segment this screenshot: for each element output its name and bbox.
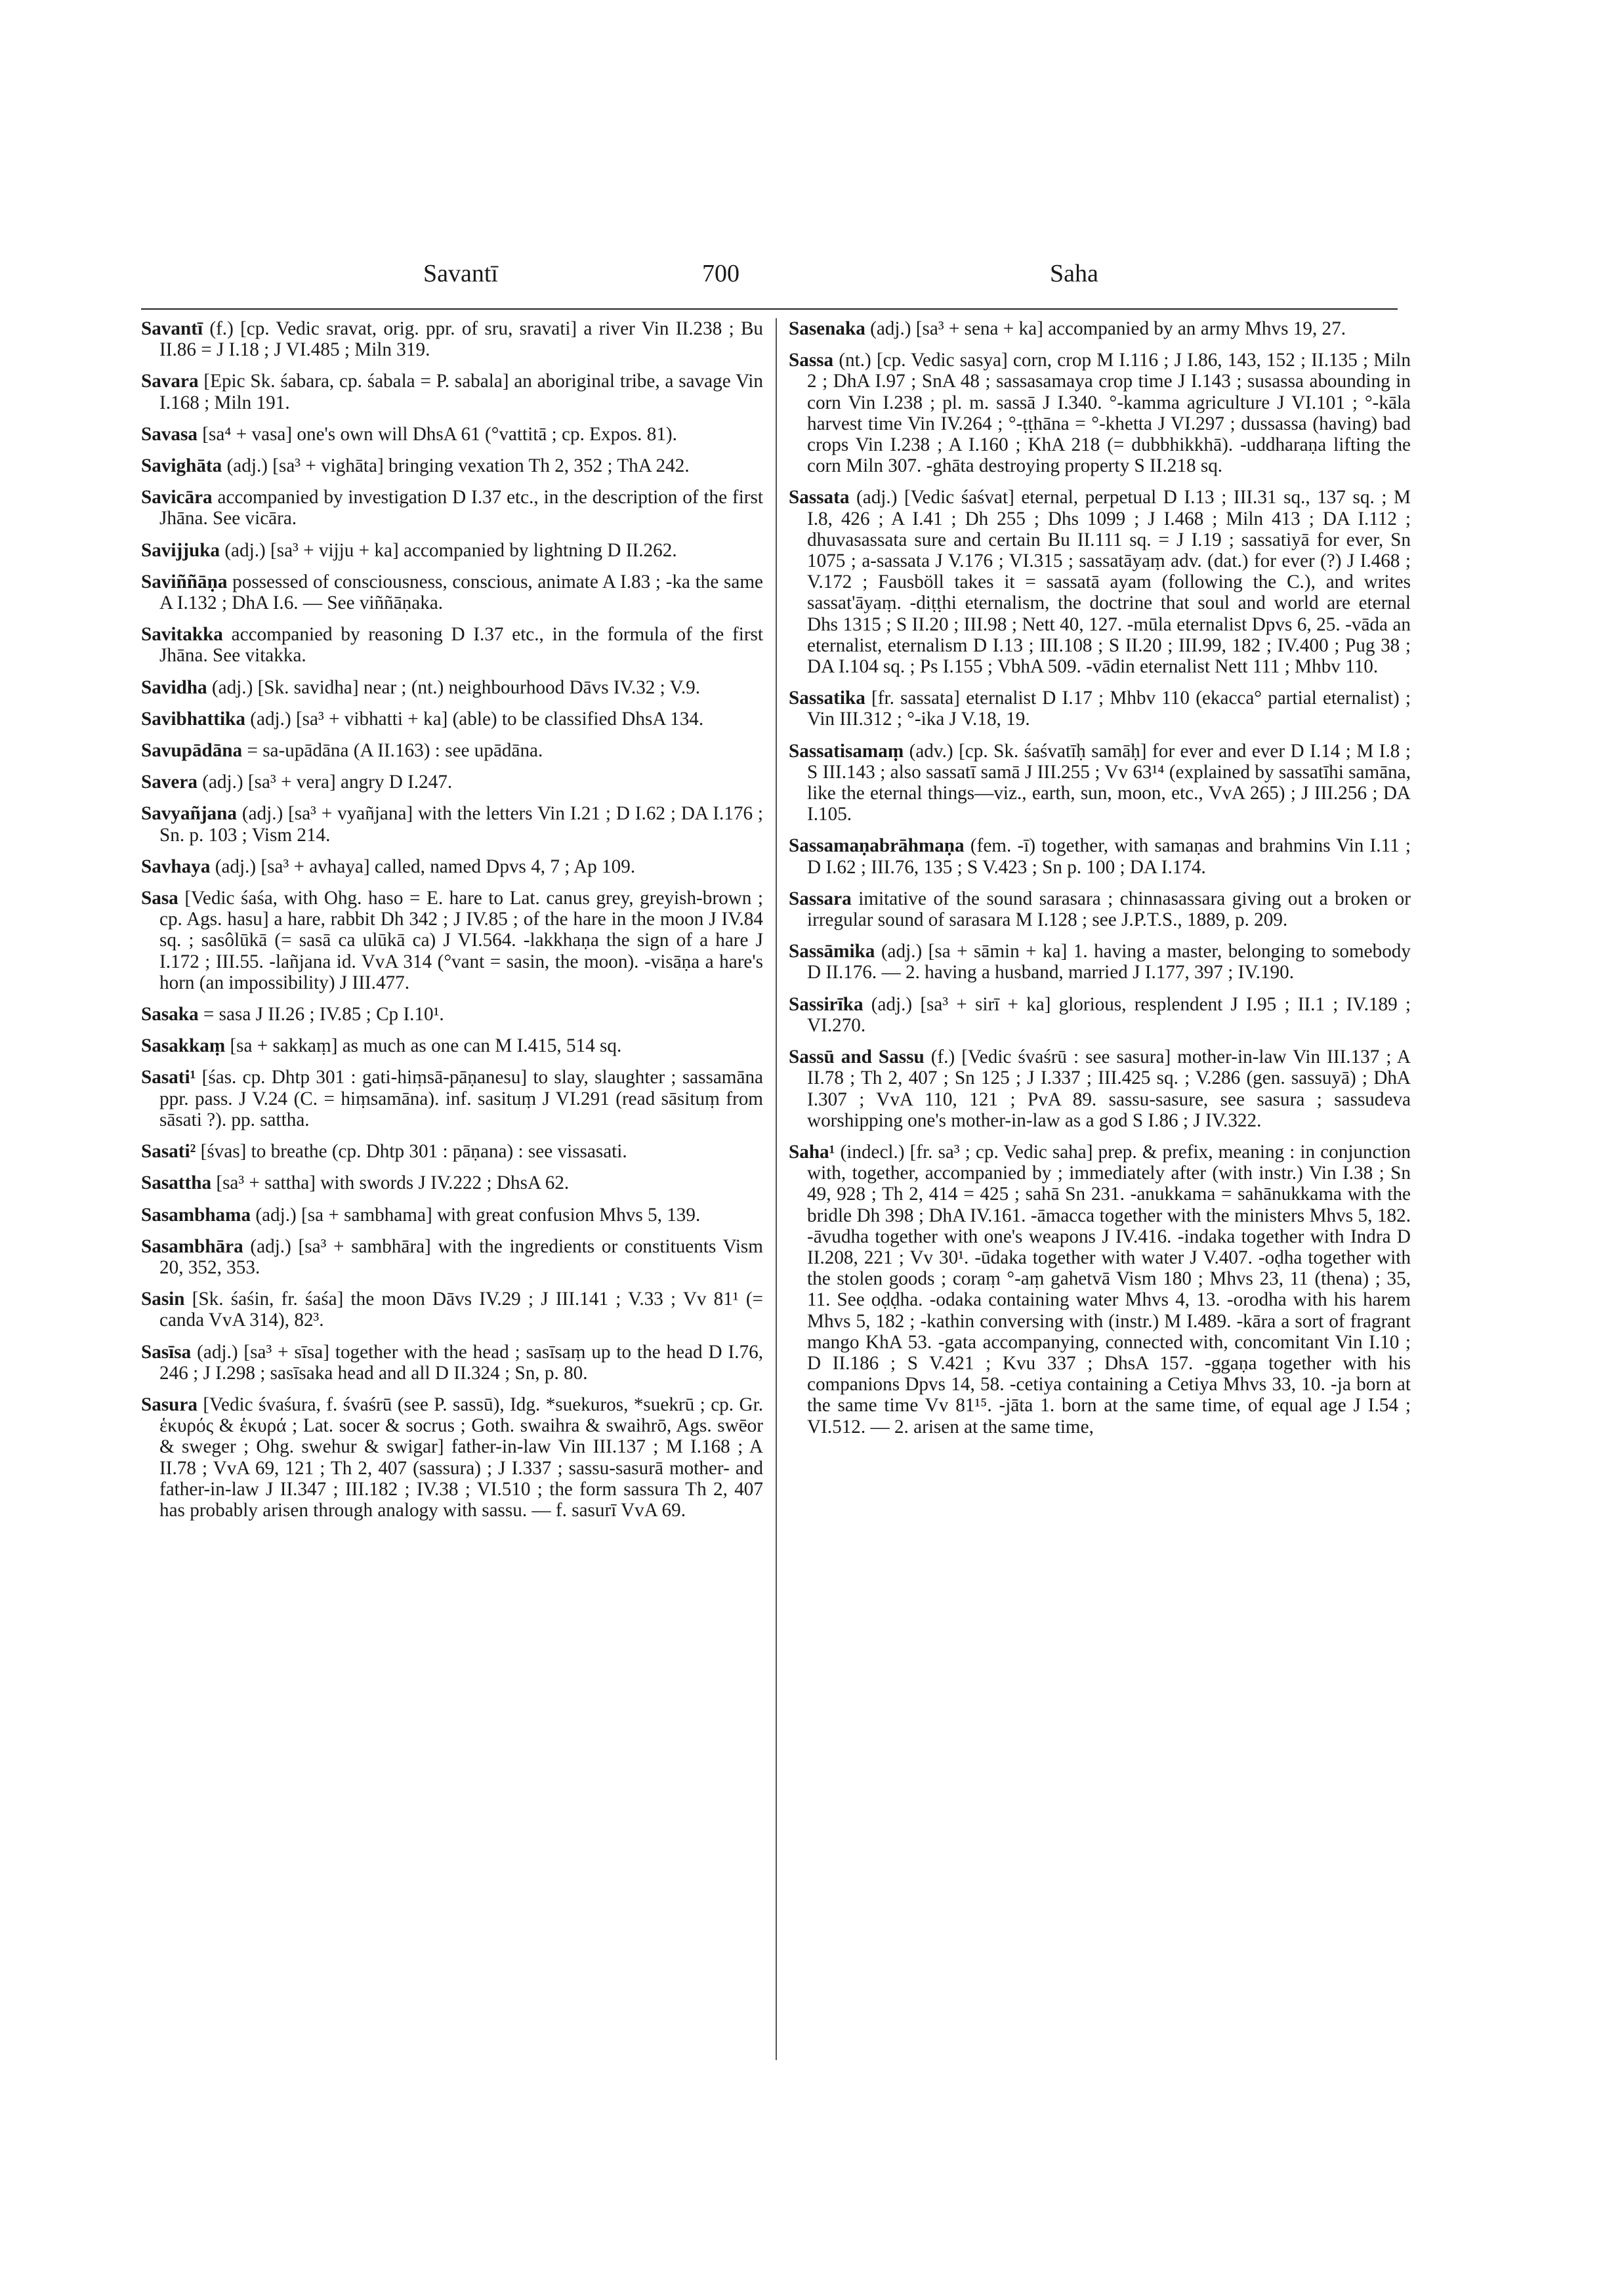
dictionary-entry xyxy=(141,540,763,561)
dictionary-entry xyxy=(789,1142,1411,1437)
entry-headword: Savighāta xyxy=(141,455,222,477)
entry-definition: (adj.) [sa³ + vijju + ka] accompanied by lightning D II.262. xyxy=(224,539,677,561)
entry-definition: (adj.) [sa³ + vera] angry D I.247. xyxy=(202,772,453,793)
dictionary-entry xyxy=(141,318,763,360)
entry-definition: (adj.) [sa³ + vibhatti + ka] (able) to be classified DhsA 134. xyxy=(250,708,704,730)
entry-headword: Sasa xyxy=(141,888,178,909)
dictionary-entry xyxy=(141,371,763,413)
entry-headword: Sasakkaṃ xyxy=(141,1035,226,1057)
entry-definition: [Vedic śaśa, with Ohg. haso = E. hare to Lat. canus grey, greyish-brown ; cp. Ags. hasu] a hare, rabbit Dh 342 ; J IV.85 ; of the hare in the moon J IV.84 sq. ; sasôlūkā (= sasā ca ulūkā ca) J VI.564. -lakkhaṇa the sign of a hare J I.172 ; III.55. -lañjana id. VvA 314 (°vant = sasin, the moon). -visāṇa a hare's horn (an impossibility) J III.477. xyxy=(159,888,763,993)
column-divider xyxy=(776,318,777,2060)
dictionary-entry xyxy=(141,1004,763,1025)
entry-definition: [sa + sakkaṃ] as much as one can M I.415, 514 sq. xyxy=(230,1035,622,1057)
entry-definition: (adj.) [sa + sambhama] with great confusion Mhvs 5, 139. xyxy=(255,1204,701,1226)
left-column xyxy=(141,318,763,1531)
dictionary-entry xyxy=(789,941,1411,983)
entry-headword: Sasenaka xyxy=(789,318,865,339)
entry-headword: Sassara xyxy=(789,888,852,909)
dictionary-entry xyxy=(141,624,763,666)
entry-headword: Sassamaṇabrāhmaṇa xyxy=(789,835,965,857)
dictionary-entry xyxy=(141,709,763,730)
entry-definition: accompanied by investigation D I.37 etc., in the description of the first Jhāna. See vicāra. xyxy=(159,487,763,529)
entry-definition: (indecl.) [fr. sa³ ; cp. Vedic saha] prep. & prefix, meaning : in conjunction with, together, accompanied by ; immediately after (with instr.) Vin I.38 ; Sn 49, 928 ; Th 2, 414 = 425 ; sahā Sn 231. -anukkama = sahānukkama with the bridle Dh 398 ; DhA IV.161. -āmacca together with the ministers Mhvs 5, 182. -āvudha together with one's weapons J IV.416. -indaka together with Indra D II.208, 221 ; Vv 30¹. -ūdaka together with water J V.407. -oḍha together with the stolen goods ; coraṃ °-aṃ gahetvā Vism 180 ; Mhvs 23, 11 (thena) ; 35, 11. See oḍḍha. -odaka containing water Mhvs 4, 13. -orodha with his harem Mhvs 5, 182 ; -kathin conversing with (instr.) M I.489. -kāra a sort of fragrant mango KhA 53. -gata accompanying, connected with, concomitant Vin I.10 ; D II.186 ; S V.421 ; Kvu 337 ; DhsA 157. -ggaṇa together with his companions Dpvs 14, 58. -cetiya containing a Cetiya Mhvs 33, 10. -ja born at the same time Vv 81¹⁵. -jāta 1. born at the same time, of equal age J I.54 ; VI.512. — 2. arisen at the same time, xyxy=(807,1141,1411,1437)
entry-definition: [Vedic śvaśura, f. śvaśrū (see P. sassū), Idg. *suekuros, *suekrū ; cp. Gr. ἑκυρός & ἑκυρά ; Lat. socer & socrus ; Goth. swaihra & swaihrō, Ags. swēor & sweger ; Ohg. swehur & swigar] father-in-law Vin III.137 ; M I.168 ; A II.78 ; VvA 69, 121 ; Th 2, 407 (sassura) ; J I.337 ; sassu-sasurā mother- and father-in-law J II.347 ; III.182 ; IV.38 ; VI.510 ; the form sassura Th 2, 407 has probably arisen through analogy with sassu. — f. sasurī VvA 69. xyxy=(159,1394,764,1521)
left-guide-word: Savantī xyxy=(423,260,498,287)
dictionary-entry xyxy=(789,1046,1411,1131)
entry-definition: possessed of consciousness, conscious, animate A I.83 ; -ka the same A I.132 ; DhA I.6. — See viññāṇaka. xyxy=(159,571,764,614)
entry-headword: Sasati¹ xyxy=(141,1067,196,1088)
entry-definition: (adj.) [Sk. savidha] near ; (nt.) neighbourhood Dāvs IV.32 ; V.9. xyxy=(211,676,701,698)
entry-definition: (adv.) [cp. Sk. śaśvatīḥ samāḥ] for ever and ever D I.14 ; M I.8 ; S III.143 ; also sassatī samā J III.255 ; Vv 63¹⁴ (explained by sassatīhi samāna, like the eternal things—viz., earth, sun, moon, etc., VvA 265) ; J III.256 ; DA I.105. xyxy=(807,740,1411,825)
entry-headword: Savicāra xyxy=(141,487,213,508)
entry-definition: [Sk. śaśin, fr. śaśa] the moon Dāvs IV.29 ; J III.141 ; V.33 ; Vv 81¹ (= canda VvA 314), 82³. xyxy=(159,1289,764,1331)
entry-headword: Savupādāna xyxy=(141,740,243,762)
entry-headword: Sasambhāra xyxy=(141,1235,243,1257)
dictionary-entry xyxy=(141,856,763,877)
dictionary-entry xyxy=(141,1289,763,1331)
entry-headword: Sasaka xyxy=(141,1004,199,1025)
entry-definition: [śas. cp. Dhtp 301 : gati-hiṃsā-pāṇanesu] to slay, slaughter ; sassamāna ppr. pass. J V.24 (C. = hiṃsamāna). inf. sasituṃ J VI.291 (read sāsituṃ from sāsati ?). pp. sattha. xyxy=(159,1067,764,1130)
dictionary-entry xyxy=(141,455,763,476)
entry-headword: Savitakka xyxy=(141,624,223,646)
entry-definition: accompanied by reasoning D I.37 etc., in the formula of the first Jhāna. See vitakka. xyxy=(159,624,764,667)
dictionary-entry xyxy=(141,1141,763,1162)
entry-headword: Savidha xyxy=(141,676,207,698)
entry-headword: Savasa xyxy=(141,423,198,445)
entry-headword: Savera xyxy=(141,772,198,793)
dictionary-entry xyxy=(789,888,1411,930)
entry-headword: Savyañjana xyxy=(141,803,237,825)
dictionary-entry xyxy=(141,487,763,529)
running-header xyxy=(141,259,1407,299)
entry-headword: Savijjuka xyxy=(141,539,220,561)
dictionary-entry xyxy=(141,772,763,793)
entry-headword: Sassāmika xyxy=(789,941,875,962)
entry-headword: Sassirīka xyxy=(789,993,864,1015)
entry-definition: (adj.) [sa³ + sambhāra] with the ingredients or constituents Vism 20, 352, 353. xyxy=(159,1235,763,1278)
entry-headword: Saha¹ xyxy=(789,1141,835,1163)
entry-headword: Savhaya xyxy=(141,856,211,877)
dictionary-entry xyxy=(789,741,1411,825)
entry-headword: Sasura xyxy=(141,1394,198,1415)
dictionary-entry xyxy=(789,318,1411,339)
entry-headword: Sasati² xyxy=(141,1141,196,1163)
entry-headword: Sasambhama xyxy=(141,1204,251,1226)
dictionary-entry xyxy=(141,1205,763,1226)
entry-definition: [sa⁴ + vasa] one's own will DhsA 61 (°vattitā ; cp. Expos. 81). xyxy=(202,423,677,445)
dictionary-entry xyxy=(141,888,763,993)
entry-headword: Sasīsa xyxy=(141,1341,192,1363)
dictionary-entry xyxy=(141,803,763,845)
entry-headword: Sassata xyxy=(789,487,850,508)
entry-definition: (adj.) [Vedic śaśvat] eternal, perpetual D I.13 ; III.31 sq., 137 sq. ; M I.8, 426 ; A I.41 ; Dh 255 ; Dhs 1099 ; J I.468 ; Miln 413 ; DA I.112 ; dhuvasassata sure and certain Bu II.111 sq. = J I.19 ; sassatiyā for ever, Sn 1075 ; a-sassata J V.176 ; VI.315 ; sassatāyaṃ adv. (dat.) for ever (?) J I.468 ; V.172 ; Fausböll takes it = sassatā ayam (following the C.), and writes sassat'āyaṃ. -diṭṭhi eternalism, the doctrine that soul and world are eternal Dhs 1315 ; S II.20 ; III.98 ; Nett 40, 127. -mūla eternalist Dpvs 6, 25. -vāda an eternalist, eternalism D I.13 ; III.108 ; S II.20 ; III.99, 182 ; IV.400 ; Pug 38 ; DA I.104 sq. ; Ps I.155 ; VbhA 509. -vādin eternalist Nett 111 ; Mhbv 110. xyxy=(807,487,1411,678)
entry-definition: (f.) [cp. Vedic sravat, orig. ppr. of sru, sravati] a river Vin II.238 ; Bu II.86 = J I.18 ; J VI.485 ; Miln 319. xyxy=(159,318,764,361)
entry-definition: (adj.) [sa + sāmin + ka] 1. having a master, belonging to somebody D II.176. — 2. having a husband, married J I.177, 397 ; IV.190. xyxy=(807,941,1411,983)
entry-definition: (adj.) [sa³ + vyañjana] with the letters Vin I.21 ; D I.62 ; DA I.176 ; Sn. p. 103 ; Vism 214. xyxy=(159,803,764,846)
dictionary-entry xyxy=(789,835,1411,877)
dictionary-entry xyxy=(141,571,763,613)
entry-headword: Sassatika xyxy=(789,688,865,709)
dictionary-entry xyxy=(141,740,763,761)
right-guide-word: Saha xyxy=(1050,260,1098,287)
entry-definition: (adj.) [sa³ + vighāta] bringing vexation Th 2, 352 ; ThA 242. xyxy=(226,455,690,477)
dictionary-entry xyxy=(789,994,1411,1036)
page-number: 700 xyxy=(702,260,739,287)
entry-definition: [śvas] to breathe (cp. Dhtp 301 : pāṇana) : see vissasati. xyxy=(200,1141,627,1163)
dictionary-entry xyxy=(141,677,763,698)
entry-definition: (adj.) [sa³ + avhaya] called, named Dpvs 4, 7 ; Ap 109. xyxy=(215,856,636,877)
entry-definition: (adj.) [sa³ + sena + ka] accompanied by an army Mhvs 19, 27. xyxy=(870,318,1346,339)
dictionary-entry xyxy=(141,1236,763,1278)
entry-headword: Savara xyxy=(141,371,199,392)
entry-headword: Sassatisamaṃ xyxy=(789,740,904,762)
dictionary-entry xyxy=(141,1342,763,1384)
entry-definition: [Epic Sk. śabara, cp. śabala = P. sabala] an aboriginal tribe, a savage Vin I.168 ; Miln 191. xyxy=(159,371,763,413)
dictionary-entry xyxy=(141,1172,763,1193)
dictionary-entry xyxy=(141,1067,763,1130)
dictionary-entry xyxy=(789,688,1411,730)
entry-definition: (nt.) [cp. Vedic sasya] corn, crop M I.116 ; J I.86, 143, 152 ; II.135 ; Miln 2 ; DhA I.97 ; SnA 48 ; sassasamaya crop time J I.143 ; susassa abounding in corn Vin I.238 ; pl. m. sassā J I.340. °-kamma agriculture J VI.101 ; °-kāla harvest time Vin IV.264 ; °-ṭṭhāna = °-khetta J VI.297 ; dussassa (having) bad crops Vin I.238 ; A I.160 ; KhA 218 (= dubbhikkhā). -uddharaṇa lifting the corn Miln 307. -ghāta destroying property S II.218 sq. xyxy=(807,350,1411,477)
dictionary-entry xyxy=(141,424,763,445)
entry-definition: = sa-upādāna (A II.163) : see upādāna. xyxy=(247,740,543,762)
right-column xyxy=(789,318,1411,1448)
entry-headword: Sasattha xyxy=(141,1172,212,1194)
entry-definition: (f.) [Vedic śvaśrū : see sasura] mother-in-law Vin III.137 ; A II.78 ; Th 2, 407 ; Sn 125 ; J I.337 ; III.425 sq. ; V.286 (gen. sassuyā) ; DhA I.307 ; VvA 110, 121 ; PvA 89. sassu-sasure, see sasura ; sassudeva worshipping one's mother-in-law as a god S I.86 ; J IV.322. xyxy=(807,1046,1411,1131)
entry-headword: Saviññāṇa xyxy=(141,571,228,592)
entry-definition: (adj.) [sa³ + sīsa] together with the head ; sasīsaṃ up to the head D I.76, 246 ; J I.298 ; sasīsaka head and all D II.324 ; Sn, p. 80. xyxy=(159,1341,764,1384)
header-rule xyxy=(141,308,1398,310)
entry-headword: Savantī xyxy=(141,318,203,339)
entry-definition: = sasa J II.26 ; IV.85 ; Cp I.10¹. xyxy=(203,1004,444,1025)
entry-headword: Sasin xyxy=(141,1289,185,1310)
dictionary-entry xyxy=(141,1035,763,1056)
entry-headword: Sassa xyxy=(789,350,834,371)
dictionary-entry xyxy=(789,350,1411,476)
entry-headword: Savibhattika xyxy=(141,708,245,730)
dictionary-entry xyxy=(141,1394,763,1521)
entry-definition: (adj.) [sa³ + sirī + ka] glorious, resplendent J I.95 ; II.1 ; IV.189 ; VI.270. xyxy=(807,993,1411,1036)
dictionary-entry xyxy=(789,487,1411,677)
entry-definition: [fr. sassata] eternalist D I.17 ; Mhbv 110 (ekacca° partial eternalist) ; Vin III.312 ; °-ika J V.18, 19. xyxy=(807,688,1411,730)
entry-definition: [sa³ + sattha] with swords J IV.222 ; DhsA 62. xyxy=(216,1172,570,1194)
entry-definition: (fem. -ī) together, with samaṇas and brahmins Vin I.11 ; D I.62 ; III.76, 135 ; S V.423 ; Sn p. 100 ; DA I.174. xyxy=(807,835,1411,878)
entry-definition: imitative of the sound sarasara ; chinnasassara giving out a broken or irregular sound of sarasara M I.128 ; see J.P.T.S., 1889, p. 209. xyxy=(807,888,1411,931)
entry-headword: Sassū and Sassu xyxy=(789,1046,925,1068)
